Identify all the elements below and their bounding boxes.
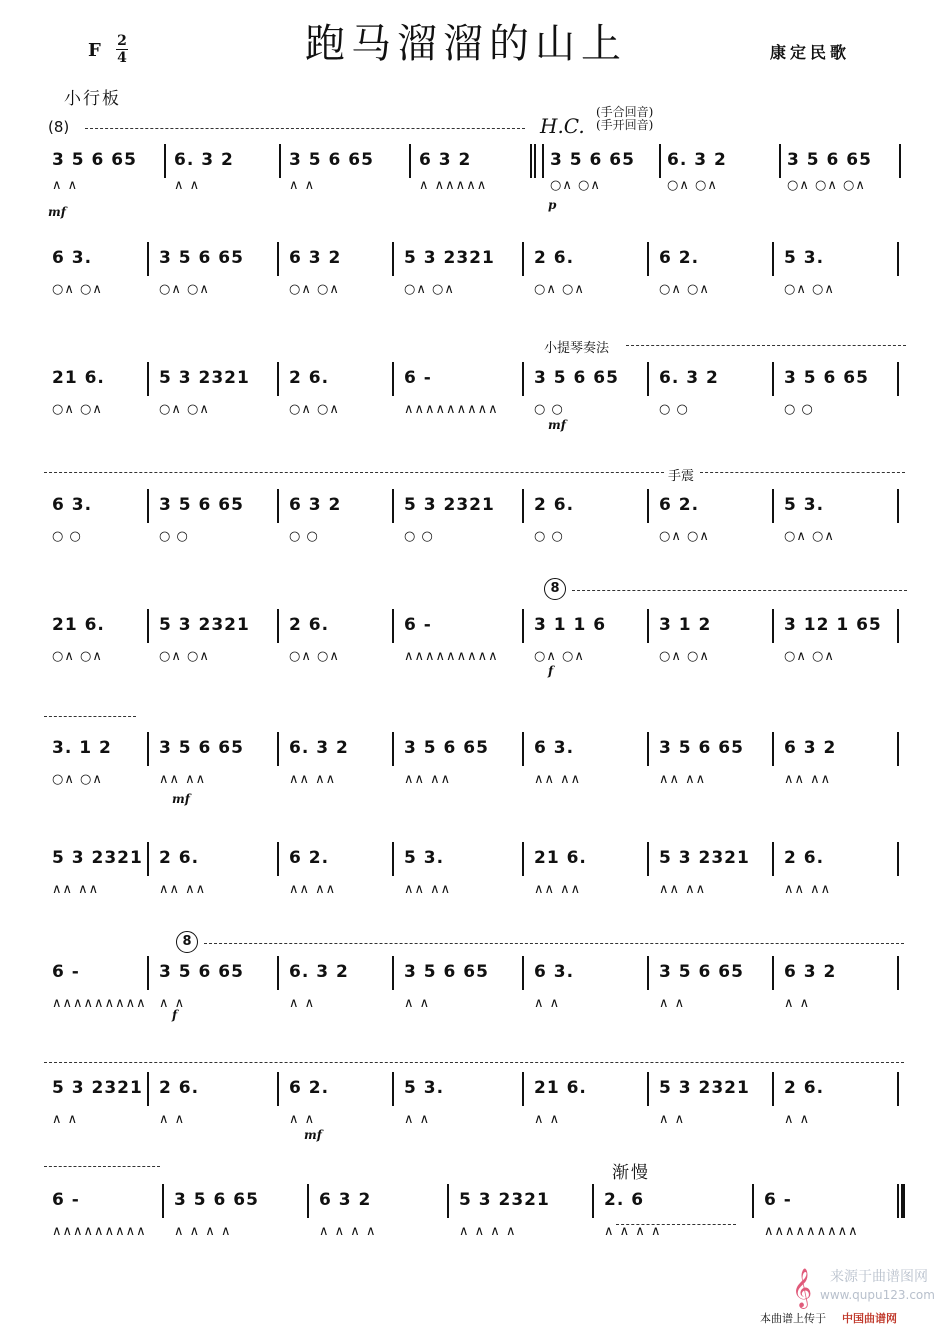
technique-measure: ∧∧∧∧∧∧∧∧∧ [404,649,499,664]
technique-measure: ○∧ ○∧ [404,282,455,297]
bar-line [522,242,524,276]
bar-line [279,144,281,178]
key-signature: F [88,40,101,61]
melody-measure: 6 3. [52,495,93,515]
octave-dashed-line-5 [44,1062,904,1063]
bar-line [447,1184,449,1218]
dynamic-f-1: f [548,664,554,678]
bar-line [277,732,279,766]
bar-line [277,842,279,876]
bar-line [392,489,394,523]
melody-measure: 6 3 2 [289,495,342,515]
melody-measure: 6 3. [52,248,93,268]
melody-measure: 5 3 2321 [404,495,495,515]
octave-circled-number-2: 8 [176,931,198,953]
bar-line [522,362,524,396]
bar-line [392,842,394,876]
technique-measure: ∧∧ ∧∧ [534,772,582,787]
melody-measure: 3 5 6 65 [159,248,244,268]
bar-line [147,732,149,766]
bar-line [147,1072,149,1106]
bar-line [522,956,524,990]
melody-measure: 2 6. [159,848,200,868]
bar-line [392,956,394,990]
melody-measure: 2 6. [534,248,575,268]
song-source: 康定民歌 [770,43,851,62]
bar-line [772,842,774,876]
technique-measure: ∧ ∧ [404,1112,431,1127]
bar-line [147,609,149,643]
bar-line [647,842,649,876]
melody-measure: 3 5 6 65 [534,368,619,388]
watermark-text: 来源于曲谱图网 [830,1269,928,1285]
bar-line [164,144,166,178]
melody-measure: 5 3 2321 [459,1190,550,1210]
hc-note-closed: (手合回音) [596,105,654,119]
technique-measure: ∧ ∧ ∧ ∧ [319,1224,377,1239]
melody-measure: 6 - [404,368,432,388]
bar-line [897,242,899,276]
technique-measure: ○∧ ○∧ [659,282,710,297]
melody-measure: 6 3 2 [419,150,472,170]
technique-measure: ○∧ ○∧ [659,649,710,664]
watermark-url: www.qupu123.com [820,1288,935,1302]
technique-measure: ∧ ∧ [404,996,431,1011]
technique-measure: ○∧ ○∧ [534,649,585,664]
technique-measure: ○∧ ○∧ ○∧ [787,178,866,193]
technique-measure: ○∧ ○∧ [659,529,710,544]
hc-note-open: (手开回音) [596,118,654,132]
bar-line [147,956,149,990]
technique-measure: ∧ ∧∧∧∧∧ [419,178,488,193]
technique-measure: ∧ ∧ [659,996,686,1011]
technique-measure: ○∧ ○∧ [52,402,103,417]
bar-line [897,489,899,523]
melody-measure: 3 5 6 65 [52,150,137,170]
melody-measure: 6 - [52,962,80,982]
double-bar-line [530,144,532,178]
melody-measure: 6 2. [659,495,700,515]
ritardando-marking: 渐慢 [612,1163,650,1183]
time-denominator: 4 [117,50,127,66]
bar-line [147,489,149,523]
melody-measure: 6 3 2 [289,248,342,268]
technique-measure: ○ ○ [534,402,564,417]
octave-dashed-line-3 [44,716,136,717]
technique-measure: ○∧ ○∧ [289,649,340,664]
technique-measure: ∧∧∧∧∧∧∧∧∧ [764,1224,859,1239]
melody-measure: 3 5 6 65 [159,495,244,515]
melody-measure: 3. 1 2 [52,738,112,758]
melody-measure: 6. 3 2 [174,150,234,170]
melody-measure: 6 3. [534,738,575,758]
bar-line [647,609,649,643]
bar-line [647,489,649,523]
melody-measure: 2 6. [784,1078,825,1098]
technique-dashed-line [626,345,906,346]
melody-measure: 5 3. [404,848,445,868]
bar-line [659,144,661,178]
melody-measure: 6. 3 2 [289,962,349,982]
bar-line [647,362,649,396]
melody-measure: 5 3 2321 [404,248,495,268]
bar-line [277,242,279,276]
bar-line [147,362,149,396]
melody-measure: 6. 3 2 [667,150,727,170]
technique-measure: ∧ ∧ [159,996,186,1011]
melody-measure: 3 5 6 65 [787,150,872,170]
technique-measure: ∧ ∧ [159,1112,186,1127]
bar-line [392,1072,394,1106]
octave-circle-1 [544,577,566,600]
technique-measure: ∧∧ ∧∧ [289,772,337,787]
technique-measure: ∧∧ ∧∧ [659,772,707,787]
bar-line [897,1184,899,1218]
technique-measure: ○∧ ○∧ [159,282,210,297]
technique-measure: ○ ○ [289,529,319,544]
melody-measure: 5 3 2321 [659,848,750,868]
violin-technique-label: 小提琴奏法 [544,341,610,356]
bar-line [772,1072,774,1106]
melody-measure: 6. 3 2 [659,368,719,388]
technique-measure: ∧∧ ∧∧ [404,882,452,897]
double-bar-line [534,144,536,178]
footer-site: 中国曲谱网 [842,1312,897,1325]
bar-line [277,1072,279,1106]
bar-line [522,732,524,766]
technique-measure: ○∧ ○∧ [784,529,835,544]
bar-line [392,732,394,766]
melody-measure: 5 3 2321 [159,615,250,635]
technique-measure: ∧ ∧ [534,1112,561,1127]
melody-measure: 5 3 2321 [52,848,143,868]
technique-measure: ○ ○ [159,529,189,544]
melody-measure: 2. 6 [604,1190,645,1210]
melody-measure: 2 6. [784,848,825,868]
melody-measure: 5 3 2321 [659,1078,750,1098]
tremolo-dashed-line-2 [700,472,905,473]
technique-measure: ○ ○ [52,529,82,544]
melody-measure: 6 - [764,1190,792,1210]
technique-measure: ∧∧ ∧∧ [784,772,832,787]
technique-measure: ○ ○ [404,529,434,544]
technique-measure: ○ ○ [534,529,564,544]
technique-measure: ∧∧∧∧∧∧∧∧∧ [404,402,499,417]
technique-measure: ○∧ ○∧ [289,282,340,297]
tremolo-dashed-line [44,472,664,473]
technique-measure: ○∧ ○∧ [784,282,835,297]
bar-line [897,956,899,990]
melody-measure: 3 5 6 65 [404,738,489,758]
technique-measure: ∧ ∧ [534,996,561,1011]
bar-line [772,956,774,990]
technique-measure: ∧ ∧ [52,1112,79,1127]
bar-line [542,144,544,178]
bar-line [772,609,774,643]
tremolo-label: 手震 [668,469,695,484]
bar-line [647,242,649,276]
time-numerator: 2 [117,33,127,49]
technique-measure: ○∧ ○∧ [289,402,340,417]
bar-line [522,489,524,523]
octave-dashed-line-4 [204,943,904,944]
technique-measure: ○∧ ○∧ [52,649,103,664]
bar-line [752,1184,754,1218]
technique-measure: ∧ ∧ [784,996,811,1011]
technique-measure: ∧ ∧ [174,178,201,193]
melody-measure: 5 3. [784,248,825,268]
technique-measure: ○∧ ○∧ [550,178,601,193]
dynamic-mf-1: mf [48,205,66,219]
hc-note [596,106,653,132]
bar-line [277,362,279,396]
technique-measure: ∧ ∧ [659,1112,686,1127]
bar-line [647,1072,649,1106]
tempo-marking: 小行板 [64,89,121,109]
bar-line [147,842,149,876]
octave-sign: (8) [48,118,70,136]
bar-line [897,1072,899,1106]
melody-measure: 6 3 2 [784,962,837,982]
octave-dashed-line-2 [572,590,907,591]
melody-measure: 2 6. [289,368,330,388]
melody-measure: 3 5 6 65 [659,962,744,982]
bar-line [522,842,524,876]
bar-line [772,489,774,523]
melody-measure: 6 - [404,615,432,635]
bar-line [897,362,899,396]
bar-line [147,242,149,276]
octave-dashed-line [85,128,525,129]
melody-measure: 2 6. [289,615,330,635]
bar-line [392,609,394,643]
bar-line [392,242,394,276]
bar-line [772,362,774,396]
technique-measure: ∧∧ ∧∧ [159,772,207,787]
bar-line [647,732,649,766]
technique-measure: ∧∧ ∧∧ [404,772,452,787]
melody-measure: 3 5 6 65 [159,738,244,758]
technique-measure: ∧∧ ∧∧ [659,882,707,897]
dynamic-f-2: f [172,1008,178,1022]
technique-measure: ○∧ ○∧ [159,649,210,664]
bar-line [277,609,279,643]
melody-measure: 6 - [52,1190,80,1210]
technique-measure: ∧ ∧ [289,178,316,193]
melody-measure: 5 3 2321 [159,368,250,388]
octave-circled-number: 8 [544,578,566,600]
melody-measure: 6 3 2 [319,1190,372,1210]
technique-measure: ○ ○ [784,402,814,417]
melody-measure: 3 12 1 65 [784,615,882,635]
bar-line [277,489,279,523]
technique-measure: ○∧ ○∧ [52,772,103,787]
ritardando-dashed-line [616,1224,736,1225]
bar-line [647,956,649,990]
technique-measure: ∧ ∧ ∧ ∧ [459,1224,517,1239]
melody-measure: 5 3. [784,495,825,515]
melody-measure: 3 5 6 65 [174,1190,259,1210]
melody-measure: 21 6. [52,368,105,388]
technique-measure: ∧∧ ∧∧ [52,882,100,897]
technique-measure: ∧∧ ∧∧ [534,882,582,897]
hc-marking: H.C. [540,114,585,138]
dynamic-mf-2: mf [548,418,566,432]
melody-measure: 3 1 2 [659,615,712,635]
melody-measure: 5 3 2321 [52,1078,143,1098]
technique-measure: ∧ ∧ [52,178,79,193]
time-signature [116,34,128,65]
octave-circle-2 [176,930,198,953]
technique-measure: ∧ ∧ [289,996,316,1011]
melody-measure: 3 1 1 6 [534,615,607,635]
technique-measure: ∧∧ ∧∧ [289,882,337,897]
dynamic-p: p [548,198,557,212]
technique-measure: ○∧ ○∧ [534,282,585,297]
technique-measure: ○∧ ○∧ [784,649,835,664]
technique-measure: ∧∧∧∧∧∧∧∧∧ [52,996,147,1011]
technique-measure: ∧ ∧ [784,1112,811,1127]
bar-line [779,144,781,178]
bar-line [592,1184,594,1218]
bar-line [772,242,774,276]
bar-line [392,362,394,396]
melody-measure: 6 3. [534,962,575,982]
melody-measure: 3 5 6 65 [784,368,869,388]
melody-measure: 6. 3 2 [289,738,349,758]
melody-measure: 3 5 6 65 [159,962,244,982]
bar-line [772,732,774,766]
technique-measure: ○ ○ [659,402,689,417]
technique-measure: ∧ ∧ [289,1112,316,1127]
technique-measure: ∧∧ ∧∧ [159,882,207,897]
bar-line [522,609,524,643]
bar-line [897,842,899,876]
final-bar-line [901,1184,905,1218]
dynamic-mf-3: mf [172,792,190,806]
dynamic-mf-4: mf [304,1128,322,1142]
page-title: 跑马溜溜的山上 [305,21,627,67]
melody-measure: 6 2. [289,1078,330,1098]
technique-measure: ∧ ∧ ∧ ∧ [174,1224,232,1239]
octave-dashed-line-6 [44,1166,160,1167]
melody-measure: 6 3 2 [784,738,837,758]
melody-measure: 3 5 6 65 [659,738,744,758]
melody-measure: 21 6. [534,1078,587,1098]
footer-note: 本曲谱上传于 [760,1312,826,1325]
bar-line [897,732,899,766]
melody-measure: 3 5 6 65 [404,962,489,982]
melody-measure: 3 5 6 65 [289,150,374,170]
bar-line [277,956,279,990]
melody-measure: 6 2. [289,848,330,868]
melody-measure: 21 6. [534,848,587,868]
melody-measure: 2 6. [534,495,575,515]
technique-measure: ∧ ∧ ∧ ∧ [604,1224,662,1239]
technique-measure: ○∧ ○∧ [159,402,210,417]
melody-measure: 5 3. [404,1078,445,1098]
technique-measure: ○∧ ○∧ [52,282,103,297]
technique-measure: ○∧ ○∧ [667,178,718,193]
bar-line [409,144,411,178]
melody-measure: 2 6. [159,1078,200,1098]
melody-measure: 21 6. [52,615,105,635]
bar-line [522,1072,524,1106]
bar-line [307,1184,309,1218]
treble-clef-logo-icon: 𝄞 [792,1268,813,1308]
melody-measure: 6 2. [659,248,700,268]
melody-measure: 3 5 6 65 [550,150,635,170]
bar-line [162,1184,164,1218]
bar-line [899,144,901,178]
technique-measure: ∧∧ ∧∧ [784,882,832,897]
octave-number: 8 [53,118,64,136]
technique-measure: ∧∧∧∧∧∧∧∧∧ [52,1224,147,1239]
bar-line [897,609,899,643]
